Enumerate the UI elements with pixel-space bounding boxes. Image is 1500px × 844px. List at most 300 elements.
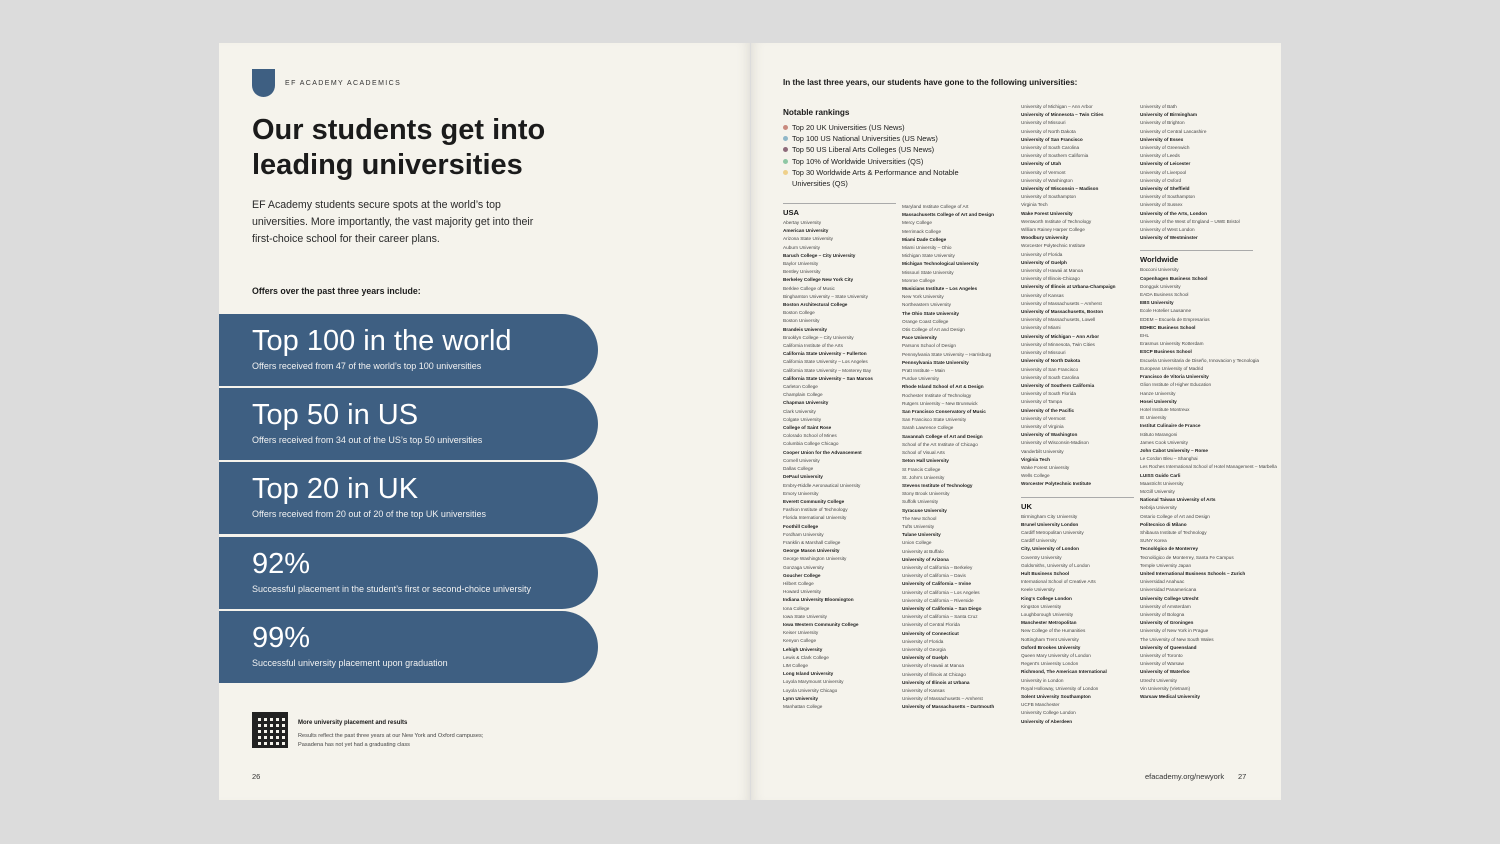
- university-item: The Ohio State University: [902, 310, 960, 316]
- university-item: University of Brighton: [1140, 120, 1185, 126]
- university-item: Lynn University: [783, 695, 818, 701]
- university-item: Northeastern University: [902, 302, 951, 308]
- university-item: Manhattan College: [783, 703, 823, 709]
- ranking-item: [783, 167, 963, 189]
- university-item: Rhode Island School of Art & Design: [902, 384, 984, 390]
- university-item: Maastricht University: [1140, 480, 1184, 486]
- university-item: Sarah Lawrence College: [902, 425, 954, 431]
- university-item: University of Massachusetts – Amherst: [902, 696, 983, 702]
- ranking-item: [783, 156, 963, 167]
- university-item: Merrimack College: [902, 228, 942, 234]
- university-item: San Francisco Conservatory of Music: [902, 409, 986, 415]
- university-item: Rutgers University – New Brunswick: [902, 400, 978, 406]
- university-item: University of the Pacific: [1021, 407, 1075, 413]
- university-item: LUISS Guido Carli: [1140, 472, 1181, 478]
- university-item: University of Bath: [1140, 104, 1177, 109]
- universities-heading: In the last three years, our students have gone to the following universities:: [783, 78, 1078, 87]
- university-item: Massachusetts College of Art and Design: [902, 212, 995, 218]
- university-item: Wake Forest University: [1021, 464, 1070, 470]
- university-item: Iona College: [783, 605, 810, 611]
- university-item: University in London: [1021, 677, 1064, 683]
- university-item: Boston Architectural College: [783, 302, 848, 308]
- ranking-dot-icon: [783, 159, 788, 164]
- university-item: Arizona State University: [783, 236, 834, 242]
- university-item: ESCP Business School: [1140, 349, 1192, 355]
- university-item: Syracuse University: [902, 507, 947, 513]
- university-item: Fashion Institute of Technology: [783, 507, 848, 513]
- brand-label: EF ACADEMY ACADEMICS: [285, 79, 402, 87]
- university-item: Florida International University: [783, 515, 847, 521]
- stat-value: 99%: [252, 622, 311, 654]
- university-item: Keiser University: [783, 630, 819, 636]
- university-item: University of Kansas: [1021, 292, 1064, 298]
- university-item: Long Island University: [783, 671, 834, 677]
- university-item: St. John's University: [902, 474, 945, 480]
- university-item: Francisco de Vitoria University: [1140, 374, 1209, 380]
- university-item: Union College: [902, 540, 932, 546]
- university-item: Suffolk University: [902, 499, 939, 505]
- university-item: Les Roches International School of Hotel Management – Marbella: [1140, 464, 1277, 470]
- university-item: SUNY Korea: [1140, 538, 1167, 544]
- stat-caption: Successful university placement upon graduation: [252, 658, 448, 668]
- university-item: The University of New South Wales: [1140, 636, 1214, 642]
- university-item: Hotel Institute Montreux: [1140, 406, 1190, 412]
- university-item: University of the Arts, London: [1140, 210, 1208, 216]
- university-item: Monroe College: [902, 277, 936, 283]
- university-item: University of South Carolina: [1021, 374, 1080, 380]
- ranking-label: Top 100 US National Universities (US News): [792, 134, 938, 144]
- university-item: University of North Dakota: [1021, 128, 1076, 134]
- university-item: University of Hawaii at Manoa: [902, 663, 965, 669]
- university-item: University of Guelph: [902, 655, 948, 661]
- university-item: Abertay University: [783, 220, 822, 225]
- university-item: University of Central Lancashire: [1140, 128, 1207, 134]
- university-item: King's College London: [1021, 595, 1072, 601]
- university-item: Ecole Hotelier Lausanne: [1140, 308, 1192, 314]
- university-item: University of California – Santa Cruz: [902, 614, 978, 620]
- university-item: Vin University (Vietnam): [1140, 685, 1191, 691]
- university-item: University of Tampa: [1021, 399, 1063, 405]
- university-item: University of Miami: [1021, 325, 1061, 331]
- university-item: University of Illinois at Urbana: [902, 679, 970, 685]
- qr-title: More university placement and results: [298, 720, 408, 726]
- university-item: University of Missouri: [1021, 350, 1066, 356]
- university-item: Institut Culinaire de France: [1140, 423, 1201, 429]
- university-item: Howard University: [783, 589, 822, 595]
- usa-column-1: [783, 203, 896, 711]
- university-item: EBS University: [1140, 300, 1174, 306]
- university-item: Savannah College of Art and Design: [902, 433, 983, 439]
- usa-column-2: [902, 203, 1015, 712]
- university-item: University of California – Irvine: [902, 581, 972, 587]
- university-item: University of Southampton: [1021, 194, 1076, 200]
- university-item: Universidad Anahuac: [1140, 579, 1185, 585]
- university-item: Orange Coast College: [902, 318, 949, 324]
- stat-caption: Offers received from 34 out of the US’s top 50 universities: [252, 435, 483, 445]
- stat-block: [219, 314, 598, 386]
- stat-value: Top 20 in UK: [252, 473, 419, 505]
- university-item: Indiana University Bloomington: [783, 597, 854, 603]
- university-item: University of Florida: [1021, 251, 1063, 257]
- university-item: University of Leicester: [1140, 161, 1191, 167]
- usa-column-3: [1021, 103, 1134, 726]
- stat-value: Top 50 in US: [252, 399, 419, 431]
- university-item: Missouri State University: [902, 269, 954, 275]
- university-item: Glion Institute of Higher Education: [1140, 382, 1212, 388]
- university-item: University College Utrecht: [1140, 595, 1199, 601]
- university-item: Shibaura Institute of Technology: [1140, 529, 1207, 535]
- university-item: University of Bologna: [1140, 611, 1185, 617]
- university-item: Everett Community College: [783, 498, 845, 504]
- university-item: Seton Hall University: [902, 458, 949, 464]
- university-item: Tecnológico de Monterrey, Santa Fe Campus: [1140, 554, 1234, 560]
- university-item: Baruch College – City University: [783, 252, 856, 258]
- university-item: Pace University: [902, 335, 937, 341]
- university-item: Brooklyn College – City University: [783, 334, 854, 340]
- university-item: John Cabot University – Rome: [1140, 447, 1208, 453]
- university-item: Cardiff Metropolitan University: [1021, 529, 1084, 535]
- website-url[interactable]: efacademy.org/newyork: [1145, 772, 1225, 781]
- university-item: Pratt Institute – Main: [902, 368, 945, 374]
- rankings-legend: [783, 122, 963, 189]
- university-item: Mercy College: [902, 220, 932, 226]
- university-item: University of San Francisco: [1021, 366, 1079, 372]
- university-item: University of Georgia: [902, 646, 946, 652]
- university-item: University of Wisconsin – Madison: [1021, 186, 1099, 192]
- section-title-uk: UK: [1021, 497, 1134, 511]
- university-item: School of the Art Institute of Chicago: [902, 441, 978, 447]
- page-number-right: 27: [1238, 772, 1247, 781]
- university-item: University of Connecticut: [902, 630, 959, 636]
- university-item: University of San Francisco: [1021, 136, 1083, 142]
- university-item: Warsaw Medical University: [1140, 694, 1201, 700]
- university-item: University of Missouri: [1021, 120, 1066, 126]
- university-item: Worcester Polytechnic Institute: [1021, 243, 1086, 249]
- university-item: University of West London: [1140, 227, 1195, 233]
- rankings-title: Notable rankings: [783, 108, 850, 117]
- university-item: Michigan Technological University: [902, 261, 979, 267]
- university-item: School of Visual Arts: [902, 450, 945, 456]
- university-item: Columbia College Chicago: [783, 441, 839, 447]
- university-item: Ontario College of Art and Design: [1140, 513, 1210, 519]
- stat-caption: Successful placement in the student’s first or second-choice university: [252, 584, 531, 594]
- university-item: Brunel University London: [1021, 521, 1079, 527]
- university-item: University of Massachusetts – Amherst: [1021, 300, 1102, 306]
- university-item: Escuela Universitaria de Diseño, Innovacion y Tecnologia: [1140, 357, 1259, 363]
- university-item: EHL: [1140, 333, 1150, 339]
- university-item: University of Liverpool: [1140, 169, 1187, 175]
- university-item: Cornell University: [783, 457, 820, 463]
- university-item: Maryland Institute College of Art: [902, 204, 969, 209]
- university-item: Utrecht University: [1140, 677, 1177, 683]
- university-item: St Francis College: [902, 466, 941, 472]
- university-item: California State University – Monterey Bay: [783, 367, 872, 373]
- university-item: Kingston University: [1021, 603, 1062, 609]
- university-item: Kenyon College: [783, 638, 817, 644]
- university-item: Otis College of Art and Design: [902, 327, 965, 333]
- university-item: University of Illinois-Chicago: [1021, 276, 1080, 282]
- university-item: Binghamton University – State University: [783, 293, 868, 299]
- university-item: Clark University: [783, 408, 816, 414]
- university-item: Parsons School of Design: [902, 343, 956, 349]
- university-item: Colorado School of Mines: [783, 433, 837, 439]
- university-item: Champlain College: [783, 392, 823, 398]
- university-item: California State University – Fullerton: [783, 351, 867, 357]
- university-item: Brandeis University: [783, 326, 828, 332]
- university-item: George Mason University: [783, 548, 840, 554]
- qr-code[interactable]: [252, 712, 288, 748]
- qr-note: Results reflect the past three years at our New York and Oxford campuses; Pasadena has not yet had a graduating class: [298, 733, 484, 748]
- university-item: Temple University Japan: [1140, 562, 1192, 568]
- university-item: Erasmus University Rotterdam: [1140, 341, 1204, 347]
- university-item: Wells College: [1021, 473, 1050, 479]
- university-item: The New School: [902, 515, 937, 521]
- university-item: LIM College: [783, 662, 809, 668]
- offers-label: Offers over the past three years include:: [252, 286, 421, 296]
- stat-block: [219, 388, 598, 460]
- university-item: Tulane University: [902, 532, 941, 538]
- university-item: Purdue University: [902, 376, 939, 382]
- university-item: Goucher College: [783, 572, 821, 578]
- university-item: University of Virginia: [1021, 423, 1064, 429]
- university-item: Dongguk University: [1140, 283, 1181, 289]
- page-title: Our students get into leading universities: [252, 114, 546, 181]
- stat-caption: Offers received from 20 out of 20 of the top UK universities: [252, 509, 486, 519]
- university-item: University of California – Riverside: [902, 597, 974, 603]
- right-page: [751, 43, 1281, 800]
- university-item: University of Michigan – Ann Arbor: [1021, 104, 1093, 109]
- university-item: Cooper Union for the Advancement: [783, 449, 862, 455]
- university-item: University of North Dakota: [1021, 358, 1081, 364]
- university-item: Michigan State University: [902, 253, 955, 259]
- university-item: Politecnico di Milano: [1140, 521, 1187, 527]
- university-item: University of Oxford: [1140, 177, 1182, 183]
- university-item: Le Cordon Bleu – Shanghai: [1140, 456, 1198, 462]
- university-item: University of Amsterdam: [1140, 603, 1191, 609]
- university-item: Royal Holloway, University of London: [1021, 685, 1099, 691]
- university-item: Tecnológico de Monterrey: [1140, 546, 1198, 552]
- ranking-item: [783, 122, 963, 133]
- university-item: Solent University Southampton: [1021, 694, 1091, 700]
- university-item: Fordham University: [783, 531, 824, 537]
- university-item: Virginia Tech: [1021, 456, 1051, 462]
- university-item: Richmond, The American International: [1021, 669, 1107, 675]
- university-item: University of Greenwich: [1140, 145, 1190, 151]
- university-item: Pennsylvania State University: [902, 359, 969, 365]
- ranking-dot-icon: [783, 125, 788, 130]
- university-item: City, University of London: [1021, 546, 1079, 552]
- university-item: Embry-Riddle Aeronautical University: [783, 482, 861, 488]
- university-item: Iowa State University: [783, 613, 828, 619]
- intro-text: EF Academy students secure spots at the world’s top universities. More importantly, the vast majority get into their first-choice school for their career plans.: [252, 199, 534, 245]
- university-item: Bentley University: [783, 269, 821, 275]
- university-item: Gonzaga University: [783, 564, 824, 570]
- university-item: Oxford Brookes University: [1021, 644, 1081, 650]
- university-item: University of Queensland: [1140, 644, 1197, 650]
- university-item: California State University – Los Angeles: [783, 359, 868, 365]
- university-item: University of Utah: [1021, 161, 1062, 167]
- university-item: James Cook University: [1140, 439, 1188, 445]
- university-item: Regent's University London: [1021, 661, 1079, 667]
- university-item: University College London: [1021, 710, 1076, 716]
- university-item: University of Sheffield: [1140, 186, 1190, 192]
- university-item: University of Washington: [1021, 177, 1073, 183]
- ranking-label: Top 50 US Liberal Arts Colleges (US News): [792, 145, 935, 155]
- university-item: University of Warsaw: [1140, 661, 1184, 667]
- university-item: New York University: [902, 294, 944, 300]
- university-item: Hilbert College: [783, 580, 814, 586]
- university-item: University of Illinois at Chicago: [902, 671, 966, 677]
- university-item: University of Massachusetts, Boston: [1021, 309, 1104, 315]
- university-item: National Taiwan University of Arts: [1140, 497, 1216, 503]
- university-item: University of Hawaii at Manoa: [1021, 268, 1084, 274]
- university-item: William Rainey Harper College: [1021, 227, 1085, 233]
- university-item: United International Business Schools – Zurich: [1140, 570, 1246, 576]
- university-item: Boston College: [783, 310, 815, 316]
- university-item: UCFB Manchester: [1021, 702, 1060, 708]
- university-item: University of Central Florida: [902, 622, 960, 628]
- university-item: George Washington University: [783, 556, 847, 562]
- ef-shield-logo: [252, 69, 275, 97]
- university-item: University of Minnesota – Twin Cities: [1021, 112, 1104, 118]
- university-item: Copenhagen Business School: [1140, 275, 1208, 281]
- university-item: Queen Mary University of London: [1021, 653, 1091, 658]
- university-item: University of Illinois at Urbana-Champaign: [1021, 284, 1116, 290]
- university-item: University of Leeds: [1140, 153, 1180, 159]
- ranking-dot-icon: [783, 136, 788, 141]
- university-item: University of Groningen: [1140, 620, 1194, 626]
- ranking-item: [783, 144, 963, 155]
- university-item: University of Essex: [1140, 136, 1184, 142]
- stat-value: Top 100 in the world: [252, 325, 512, 357]
- stat-block: [219, 537, 598, 609]
- university-item: University of Southern California: [1021, 382, 1095, 388]
- university-item: Tufts University: [902, 523, 935, 529]
- stat-block: [219, 611, 598, 683]
- university-item: Chapman University: [783, 400, 829, 406]
- university-item: College of Saint Rose: [783, 425, 832, 431]
- university-item: Miami University – Ohio: [902, 245, 952, 251]
- university-item: Berklee College of Music: [783, 285, 835, 291]
- university-item: Rochester Institute of Technology: [902, 392, 972, 398]
- university-item: University of Guelph: [1021, 259, 1067, 265]
- university-item: Istituto Marangoni: [1140, 431, 1178, 437]
- university-item: Manchester Metropolitan: [1021, 620, 1077, 626]
- university-item: University of Michigan – Ann Arbor: [1021, 333, 1100, 339]
- university-item: Wentworth Institute of Technology: [1021, 218, 1092, 224]
- ranking-label: Top 10% of Worldwide Universities (QS): [792, 156, 924, 166]
- university-item: University of Florida: [902, 638, 944, 644]
- university-item: EADA Business School: [1140, 292, 1189, 298]
- university-item: Dallas College: [783, 466, 814, 472]
- ranking-item: [783, 133, 963, 144]
- university-item: University of Southern California: [1021, 153, 1089, 159]
- stat-value: 92%: [252, 548, 311, 580]
- university-item: University at Buffalo: [902, 548, 944, 554]
- university-item: California State University – San Marcos: [783, 375, 873, 381]
- university-item: Birmingham City University: [1021, 513, 1078, 519]
- page-number-left: 26: [252, 772, 261, 781]
- university-item: Bocconi University: [1140, 267, 1179, 273]
- university-item: Baylor University: [783, 261, 819, 267]
- university-item: Auburn University: [783, 244, 820, 250]
- university-item: University of Aberdeen: [1021, 718, 1073, 724]
- university-item: New College of the Humanities: [1021, 628, 1086, 634]
- university-item: American University: [783, 228, 829, 234]
- university-item: Goldsmiths, University of London: [1021, 562, 1090, 568]
- stat-block: [219, 462, 598, 534]
- university-item: University of California – Berkeley: [902, 564, 973, 570]
- university-item: EDHEC Business School: [1140, 324, 1196, 330]
- university-item: Emory University: [783, 490, 819, 496]
- university-item: University of Sussex: [1140, 202, 1183, 208]
- university-item: Vanderbilt University: [1021, 448, 1064, 454]
- university-item: Lehigh University: [783, 646, 823, 652]
- university-item: Cardiff University: [1021, 538, 1057, 544]
- column-4: [1140, 103, 1277, 701]
- university-item: Franklin & Marshall College: [783, 539, 841, 545]
- section-title-worldwide: Worldwide: [1140, 250, 1253, 264]
- university-item: University of Wisconsin-Madison: [1021, 440, 1089, 446]
- stat-caption: Offers received from 47 of the world’s top 100 universities: [252, 361, 482, 371]
- university-item: University of California – Los Angeles: [902, 589, 980, 595]
- university-item: Loughborough University: [1021, 611, 1074, 617]
- university-item: Stony Brook University: [902, 491, 950, 497]
- university-item: Musicians Institute – Los Angeles: [902, 286, 978, 292]
- ranking-label: Top 20 UK Universities (US News): [792, 123, 905, 132]
- ranking-dot-icon: [783, 170, 788, 175]
- university-item: Berkeley College New York City: [783, 277, 854, 283]
- university-item: International School of Creative Arts: [1021, 579, 1096, 585]
- university-item: University of Massachusetts, Lowell: [1021, 317, 1096, 323]
- university-item: Nebrija University: [1140, 505, 1177, 511]
- university-item: Stevens Institute of Technology: [902, 482, 973, 488]
- section-title-usa: USA: [783, 203, 896, 217]
- university-item: University of New York in Prague: [1140, 628, 1209, 634]
- university-item: Hult Business School: [1021, 570, 1070, 576]
- brand: [252, 69, 401, 97]
- university-item: Coventry University: [1021, 554, 1062, 560]
- university-item: University of South Carolina: [1021, 145, 1080, 151]
- university-item: University of Westminster: [1140, 235, 1198, 241]
- university-item: University of California – Davis: [902, 573, 966, 579]
- university-item: Pennsylvania State University – Harrisburg: [902, 351, 992, 357]
- left-page: [219, 43, 750, 800]
- university-item: University of Vermont: [1021, 415, 1066, 421]
- university-item: Colgate University: [783, 416, 822, 422]
- university-item: Hanze University: [1140, 390, 1176, 396]
- university-item: Hosei University: [1140, 398, 1177, 404]
- university-item: University of Minnesota, Twin Cities: [1021, 341, 1095, 347]
- university-item: University of Arizona: [902, 556, 949, 562]
- university-item: Carleton College: [783, 384, 818, 390]
- university-item: Worcester Polytechnic Institute: [1021, 481, 1091, 487]
- university-item: Loyola Marymount University: [783, 679, 844, 685]
- university-item: University of California – San Diego: [902, 605, 982, 611]
- university-item: Woodbury University: [1021, 235, 1069, 241]
- university-item: San Francisco State University: [902, 417, 967, 423]
- university-item: EDEM – Escuela de Empresarios: [1140, 316, 1210, 322]
- university-item: Boston University: [783, 318, 820, 324]
- university-item: University of Toronto: [1140, 653, 1183, 658]
- university-item: Miami Dade College: [902, 236, 947, 242]
- university-item: Universidad Panamericana: [1140, 587, 1197, 593]
- university-item: Keele University: [1021, 587, 1055, 593]
- university-item: University of Waterloo: [1140, 669, 1190, 675]
- university-item: Virginia Tech: [1021, 202, 1048, 208]
- university-item: IE University: [1140, 415, 1167, 421]
- university-item: University of Vermont: [1021, 169, 1066, 175]
